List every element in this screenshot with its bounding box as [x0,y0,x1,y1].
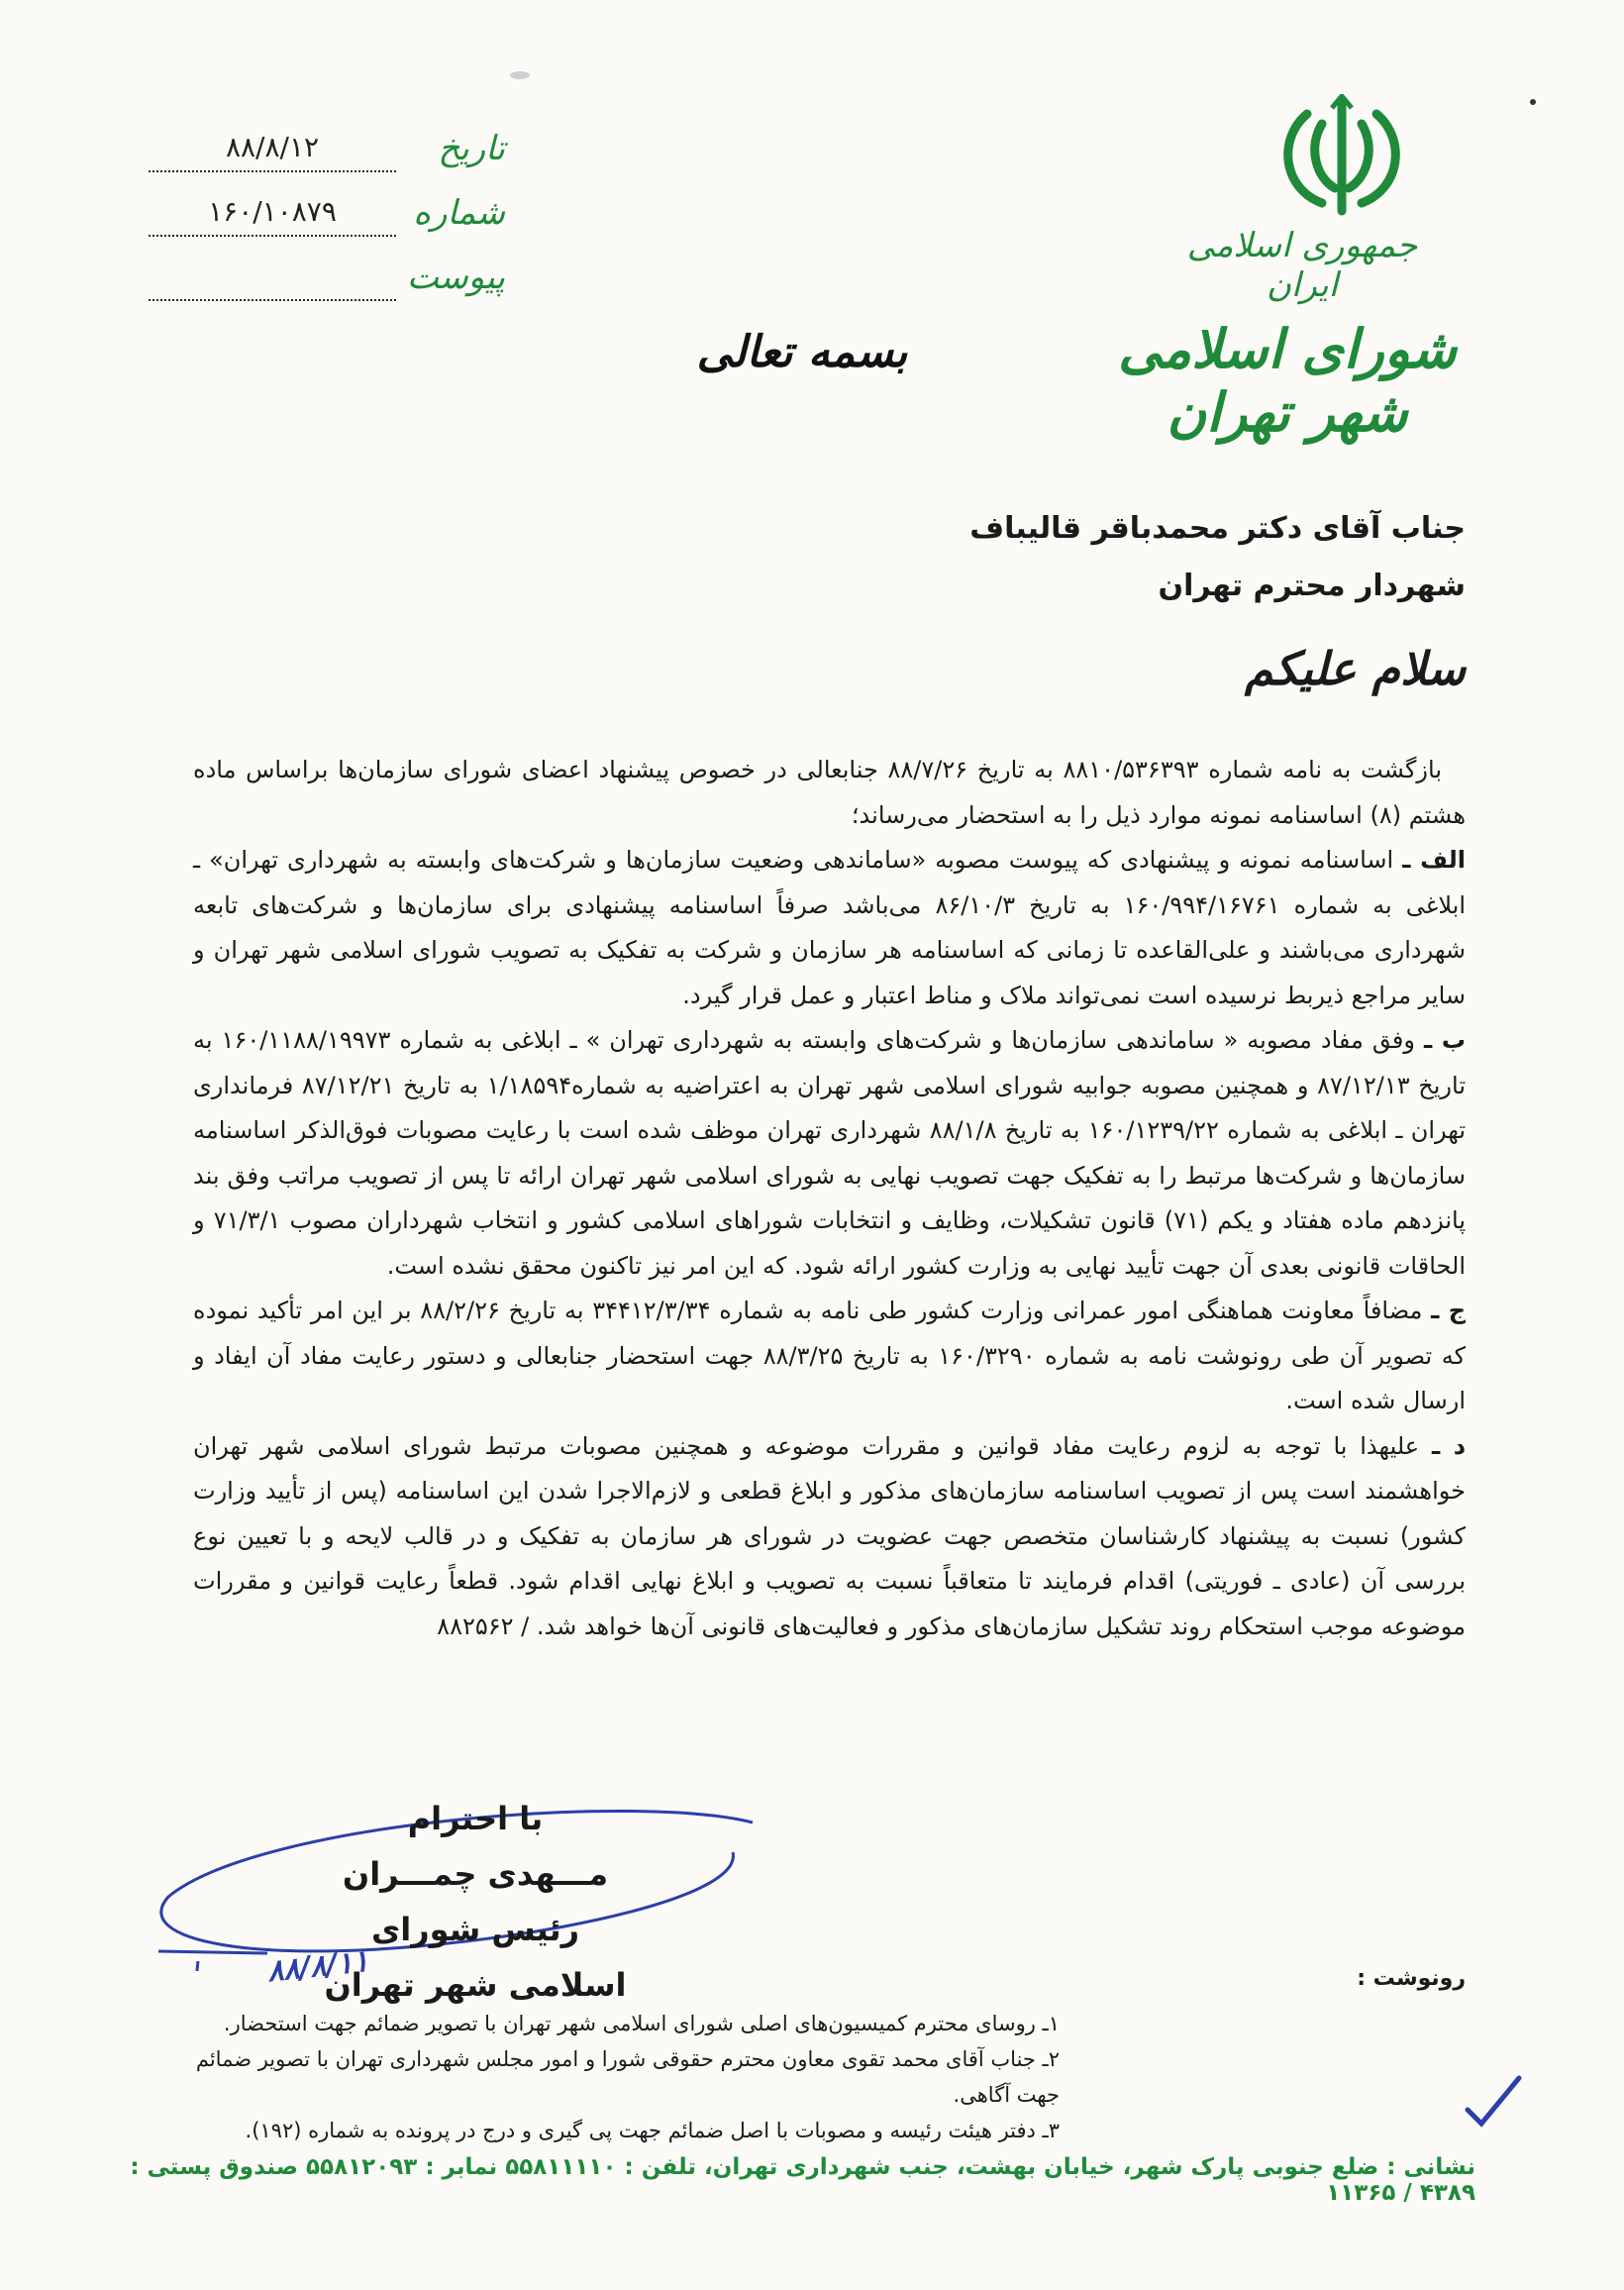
cc-item: ۳ـ دفتر هیئت رئیسه و مصوبات با اصل ضمائم جهت پی گیری و درج در پرونده به شماره (۱۹۲). [245,2119,1060,2142]
cc-item: ۱ـ روسای محترم کمیسیون‌های اصلی شورای اسلامی شهر تهران با تصویر ضمائم جهت استحضار. [223,2012,1060,2035]
section-dal: د ـ علیهذا با توجه به لزوم رعایت مفاد قوانین و مقررات موضوعه و همچنین مصوبات مرتبط شورای اسلامی شهر تهران خواهشمند است پس از تصویب اساسنامه سازمان‌های مذکور و ابلاغ قطعی و لازم‌الاجرا شدن این اساسنامه (پس از تأیید وزارت کشور) نسبت به پیشنهاد کارشناسان متخصص جهت عضویت در شورای هر سازمان به تفکیک و در قالب لایحه و با تعیین نوع بررسی آن (عادی ـ فوریتی) اقدام فرمایند تا متعاقباً نسبت به تصویب و ابلاغ نهایی اقدام شود. قطعاً رعایت قوانین و مقررات موضوعه موجب استحکام روند تشکیل سازمان‌های مذکور و فعالیت‌های قانونی آن‌ها خواهد شد. / ۸۸۲۵۶۲ [193,1431,1467,1640]
addressee-name: جناب آقای دکتر محمدباقر قالیباف [969,511,1466,546]
number-value: ۱۶۰/۱۰۸۷۹ [149,193,396,237]
attachment-value [149,258,396,301]
cc-item: ۲ـ جناب آقای محمد تقوی معاون محترم حقوقی شورا و امور مجلس شهرداری تهران با تصویر ضمائم جهت آگاهی. [195,2047,1060,2107]
body-intro: بازگشت به نامه شماره ۸۸۱۰/۵۳۶۳۹۳ به تاریخ ۸۸/۷/۲۶ جنابعالی در خصوص پیشنهاد اعضای شورای سازمان‌ها براساس ماده هشتم (۸) اساسنامه نمونه موارد ذیل را به استحضار می‌رساند؛ [193,756,1466,829]
council-title: شورای اسلامی شهر تهران [1118,317,1457,444]
signature-title: رئیس شورای اسلامی شهر تهران [324,1911,627,2004]
iran-emblem-icon [1277,94,1406,218]
addressee-title: شهردار محترم تهران [1158,569,1466,603]
addressee [574,500,1466,615]
number-row [149,193,505,243]
bismillah-heading: بسمه تعالی [696,327,908,377]
section-dal-label: د ـ [1431,1431,1467,1460]
signature-name: مـــهدی چمـــران [342,1855,609,1893]
republic-title: جمهوری اسلامی ایران [1186,226,1418,305]
section-jim-label: ج ـ [1431,1297,1467,1324]
scan-speck [1530,99,1536,105]
salutation: سلام علیکم [1244,642,1466,695]
section-be-label: ب ـ [1423,1026,1466,1054]
signature-block [317,1791,634,2013]
section-alef-label: الف ـ [1402,846,1466,874]
cc-list [168,2006,1060,2148]
check-mark-icon [1464,2070,1523,2130]
scan-speck [510,71,530,79]
section-alef: الف ـ اساسنامه نمونه و پیشنهادی که پیوست مصوبه «ساماندهی وضعیت سازمان‌ها و شرکت‌های وابسته به شهرداری تهران» ـ ابلاغی به شماره ۱۶۰/۹۹۴/۱۶۷۶۱ به تاریخ ۸۶/۱۰/۳ می‌باشد صرفاً اساسنامه پیشنهادی برای سازمان‌ها و شرکت‌های تابعه شهرداری می‌باشند و علی‌القاعده تا زمانی که اساسنامه هر سازمان و شرکت به تفکیک به تصویب شورای اسلامی شهر تهران و سایر مراجع ذیربط نرسیده است نمی‌تواند ملاک و مناط اعتبار و عمل قرار گیرد. [193,846,1467,1009]
footer-address: نشانی : ضلع جنوبی پارک شهر، خیابان بهشت، جنب شهرداری تهران، تلفن : ۵۵۸۱۱۱۱۰ نمابر : ۵۵۸۱۲۰۹۳ صندوق پستی : ۴۳۸۹ / ۱۱۳۶۵ [130,2154,1475,2206]
date-value: ۸۸/۸/۱۲ [149,129,396,172]
date-label: تاریخ [438,129,505,168]
number-label: شماره [413,193,505,233]
signature-closing: با احترام [407,1800,544,1837]
section-jim: ج ـ مضافاً معاونت هماهنگی امور عمرانی وزارت کشور طی نامه به شماره ۳۴۴۱۲/۳/۳۴ به تاریخ ۸۸/۲/۲۶ بر این امر تأکید نموده که تصویر آن طی رونوشت نامه به شماره ۱۶۰/۳۲۹۰ به تاریخ ۸۸/۳/۲۵ جهت استحضار جنابعالی و دستور رعایت مفاد آن ایفاد و ارسال شده است. [193,1297,1467,1414]
attachment-label: پیوست [406,258,505,297]
letter-body [193,748,1466,1649]
attachment-row [149,258,505,307]
handwritten-date: ۸۸/۸/۱۱ [265,1943,371,1990]
section-be: ب ـ وفق مفاد مصوبه « ساماندهی سازمان‌ها و شرکت‌های وابسته به شهرداری تهران » ـ ابلاغی به شماره ۱۶۰/۱۱۸۸/۱۹۹۷۳ به تاریخ ۸۷/۱۲/۱۳ و همچنین مصوبه جوابیه شورای اسلامی شهر تهران به اعتراضیه به شماره۱/۱۸۵۹۴ به تاریخ ۸۷/۱۲/۲۱ فرمانداری تهران ـ ابلاغی به شماره ۱۶۰/۱۲۳۹/۲۲ به تاریخ ۸۸/۱/۸ شهرداری تهران موظف شده است با رعایت مصوبات فوق‌الذکر اساسنامه سازمان‌ها و شرکت‌ها مرتبط را به تفکیک جهت تصویب نهایی به شورای اسلامی شهر تهران ارائه تا پس از تصویب مراتب وفق بند پانزدهم ماده هفتاد و یکم (۷۱) قانون تشکیلات، وظایف و انتخابات شوراهای اسلامی کشور و انتخاب شهرداران مصوب ۷۱/۳/۱ و الحاقات قانونی بعدی آن جهت تأیید نهایی به وزارت کشور ارائه شود. که این امر نیز تاکنون محقق نشده است. [193,1026,1467,1280]
cc-label: رونوشت : [1357,1966,1466,1991]
date-row [149,129,505,178]
